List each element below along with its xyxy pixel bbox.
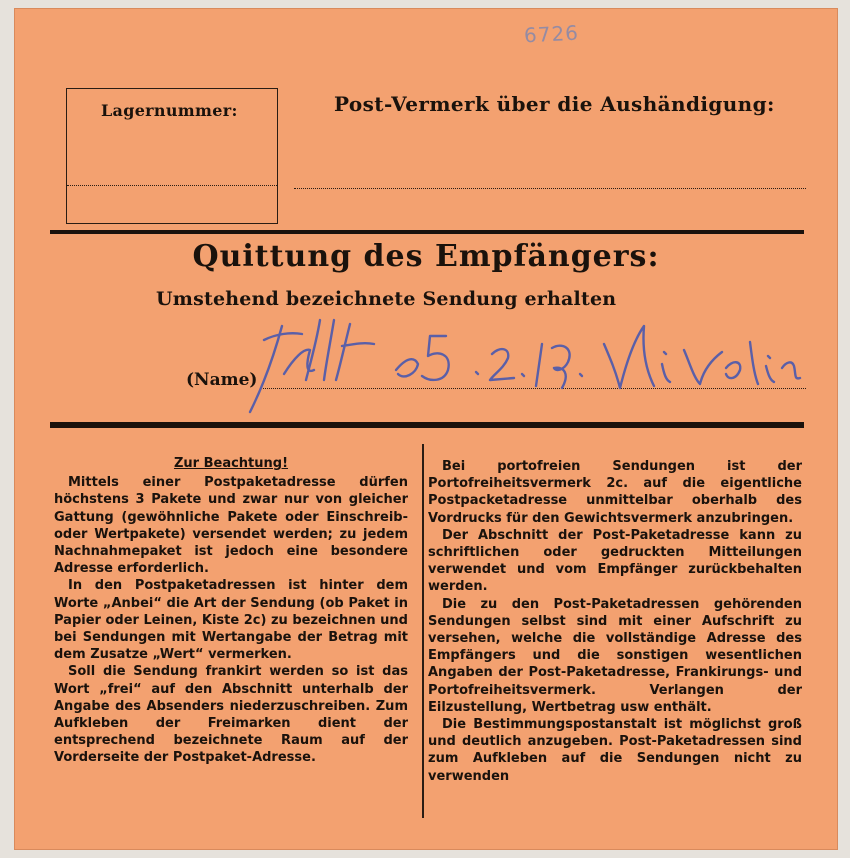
notice-paragraph: Die Bestimmungspostanstalt ist möglichst groß und deutlich anzugeben. Post-Paketadressen sind zum Aufkleben auf die Sendungen nicht zu verwenden	[428, 717, 802, 784]
parcel-card	[14, 8, 838, 850]
notice-paragraph: Der Abschnitt der Post-Paketadresse kann zu schriftlichen oder gedruckten Mitteilungen verwendet und vom Empfänger zurückbehalten werden.	[428, 527, 802, 595]
notice-paragraph: Mittels einer Postpaketadresse dürfen höchstens 3 Pakete und zwar nur von gleicher Gattung (gewöhnliche Pakete oder Einschreib- oder Wertpakete) versendet werden; zu jedem Nachnahmepaket ist jedoch eine besondere Adresse erforderlich.	[54, 475, 408, 577]
receipt-title: Quittung des Empfängers:	[192, 239, 660, 274]
notice-paragraph: Soll die Sendung frankirt werden so ist das Wort „frei“ auf den Abschnitt unterhalb der Angabe des Absenders niederzuschreiben. Zum Aufkleben der Freimarken dient der entsprechend bezeichnete Raum auf der Vorderseite der Postpaket-Adresse.	[54, 664, 408, 766]
receipt-subtitle: Umstehend bezeichnete Sendung erhalten	[156, 288, 617, 310]
notice-right-column	[428, 458, 802, 785]
column-divider	[422, 444, 424, 818]
notice-heading: Zur Beachtung!	[173, 456, 289, 471]
notice-left-column	[54, 455, 408, 767]
middle-divider-rule	[50, 422, 804, 428]
storage-number-label: Lagernummer:	[101, 101, 238, 120]
name-label: (Name)	[186, 370, 258, 390]
pencil-mark: 6726	[523, 20, 580, 48]
notice-paragraph: In den Postpaketadressen ist hinter dem Worte „Anbei“ die Art der Sendung (ob Paket in Papier oder Leinen, Kiste 2c) zu bezeichnen und bei Sendungen mit Wertangabe der Betrag mit dem Zusatze „Wert“ vermerken.	[54, 578, 408, 663]
notice-paragraph: Die zu den Post-Paketadressen gehörenden Sendungen selbst sind mit einer Aufschrift zu versehen, welche die vollständige Adresse des Empfängers und die sonstigen wesentlichen Angaben der Post-Paketadresse, Frankirungs- und Portofreiheitsvermerk. Verlangen der Eilzustellung, Wertbetrag usw enthält.	[428, 596, 802, 715]
notice-paragraph: Bei portofreien Sendungen ist der Portofreiheitsvermerk 2c. auf die eigentliche Postpacketadresse unmittelbar oberhalb des Vordrucks für den Gewichtsvermerk anzubringen.	[428, 459, 802, 526]
postal-note-heading: Post-Vermerk über die Aushändigung:	[334, 92, 775, 116]
